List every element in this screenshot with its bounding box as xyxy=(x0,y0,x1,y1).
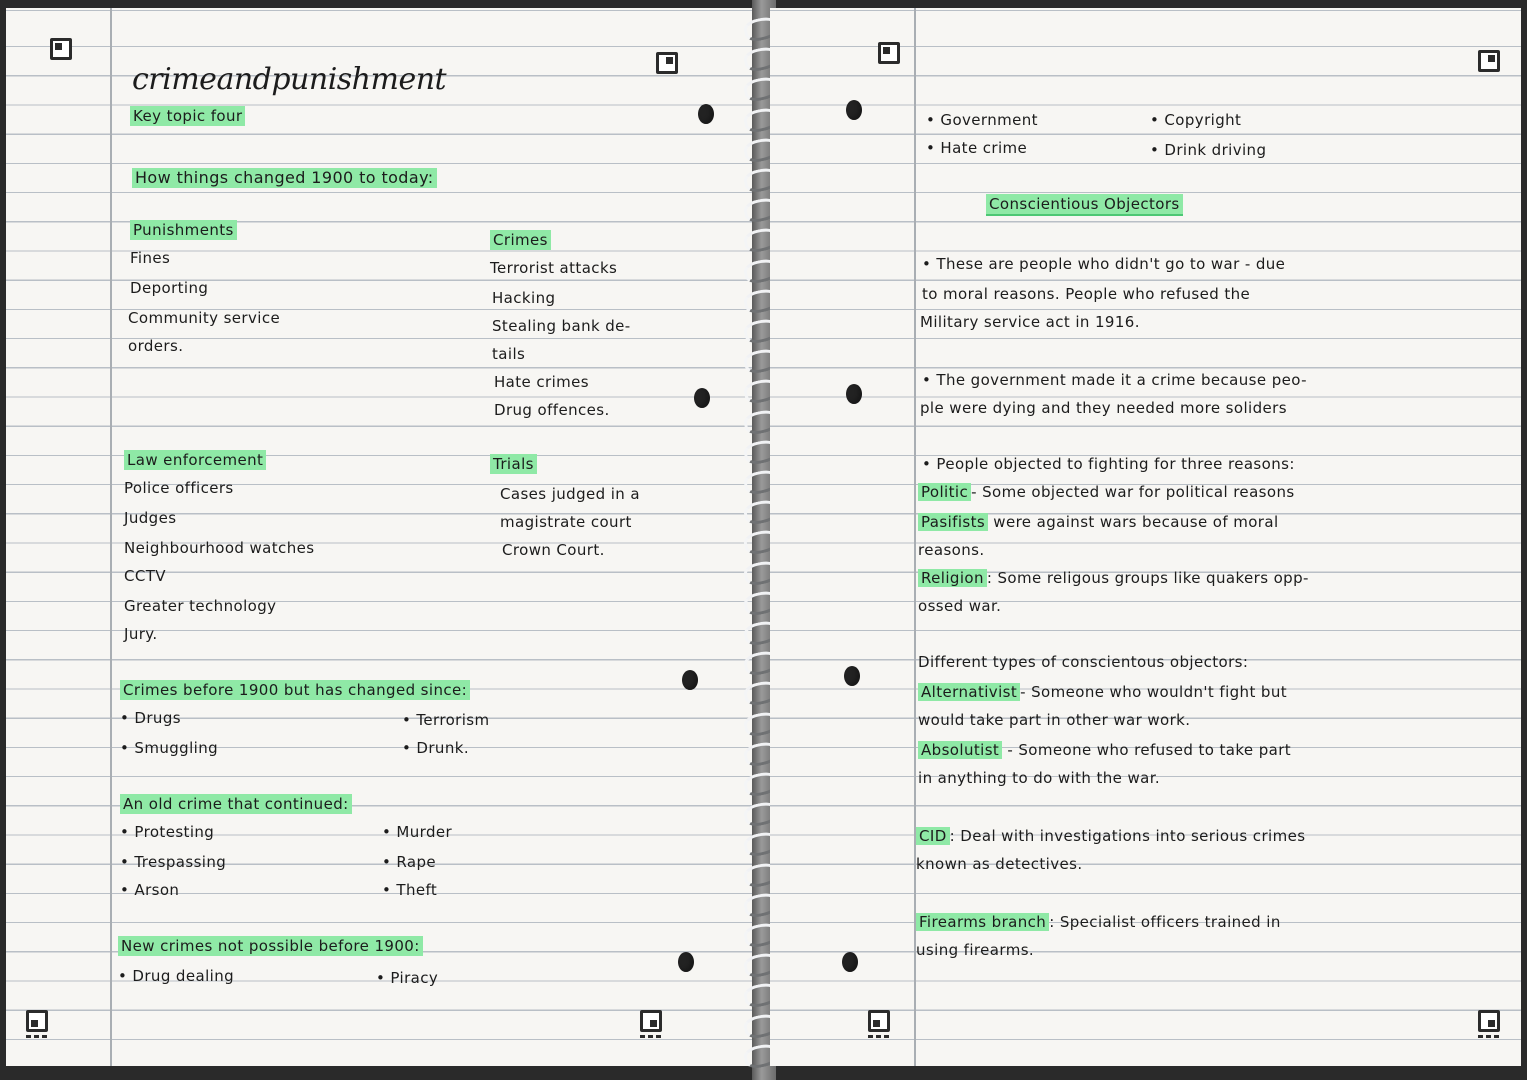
punch-hole xyxy=(842,952,858,972)
crimes-label: Crimes xyxy=(490,230,551,250)
list-item: Greater technology xyxy=(124,597,277,615)
term-highlight: Absolutist xyxy=(918,741,1002,759)
corner-marker-icon xyxy=(1478,50,1500,72)
margin-line xyxy=(914,8,916,1066)
list-item: • Copyright xyxy=(1150,111,1242,129)
term-highlight: Religion xyxy=(918,569,987,587)
list-item: • Piracy xyxy=(376,969,439,987)
list-item: Fines xyxy=(130,249,171,267)
reason-text: ossed war. xyxy=(918,597,1002,615)
firearms-line-2: using firearms. xyxy=(916,941,1035,959)
term-highlight: Politic xyxy=(918,483,971,501)
list-item: Deporting xyxy=(130,279,209,297)
corner-marker-icon xyxy=(26,1010,48,1032)
reason-text: : Some religous groups like quakers opp- xyxy=(986,569,1309,587)
paragraph-line: • The government made it a crime because peo- xyxy=(922,371,1307,389)
topic-subtitle: Key topic four xyxy=(130,106,245,126)
type-line xyxy=(918,682,1287,702)
reason-line xyxy=(918,512,1279,532)
reason-text: reasons. xyxy=(918,541,985,559)
list-item: • Hate crime xyxy=(926,139,1028,157)
cid-text: : Deal with investigations into serious crimes xyxy=(949,827,1306,845)
reason-line xyxy=(918,540,985,560)
punch-hole xyxy=(844,666,860,686)
type-text: in anything to do with the war. xyxy=(918,769,1161,787)
reason-text: - Some objected war for political reasons xyxy=(971,483,1295,501)
list-item: Drug offences. xyxy=(494,401,610,419)
punishments-label: Punishments xyxy=(130,220,237,240)
new-crimes-label: New crimes not possible before 1900: xyxy=(118,936,423,956)
list-item: • Drug dealing xyxy=(118,967,235,985)
list-item: Police officers xyxy=(124,479,234,497)
term-highlight: Firearms branch xyxy=(916,913,1049,931)
list-item: • Arson xyxy=(120,881,180,899)
paragraph-line: to moral reasons. People who refused the xyxy=(922,285,1251,303)
cid-line-2: known as detectives. xyxy=(916,855,1083,873)
corner-marker-icon xyxy=(868,1010,890,1032)
paragraph-line: ple were dying and they needed more soliders xyxy=(920,399,1287,417)
reason-text: were against wars because of moral xyxy=(988,513,1279,531)
cid-line xyxy=(916,826,1305,846)
term-highlight: CID xyxy=(916,827,950,845)
trials-label: Trials xyxy=(490,454,537,474)
list-item: • Drugs xyxy=(120,709,181,727)
punch-hole xyxy=(694,388,710,408)
right-notebook-page xyxy=(770,8,1521,1066)
term-highlight: Pasifists xyxy=(918,513,988,531)
list-item: Cases judged in a xyxy=(500,485,640,503)
section-title: Conscientious Objectors xyxy=(986,194,1183,216)
list-item: Crown Court. xyxy=(502,541,605,559)
list-item: • Government xyxy=(926,111,1038,129)
law-enforcement-label: Law enforcement xyxy=(124,450,266,470)
list-item: • Terrorism xyxy=(402,711,490,729)
paragraph-line: • People objected to fighting for three reasons: xyxy=(922,455,1295,473)
list-item: Community service xyxy=(128,309,281,327)
list-item: magistrate court xyxy=(500,513,632,531)
list-item: • Drink driving xyxy=(1150,141,1267,159)
type-text: - Someone who wouldn't fight but xyxy=(1020,683,1288,701)
page-title: crimeandpunishment xyxy=(132,62,447,97)
corner-marker-icon xyxy=(878,42,900,64)
reason-line xyxy=(918,596,1001,616)
firearms-text: : Specialist officers trained in xyxy=(1049,913,1281,931)
section-heading: How things changed 1900 to today: xyxy=(132,168,437,188)
list-item: orders. xyxy=(128,337,184,355)
list-item: • Protesting xyxy=(120,823,215,841)
corner-marker-icon xyxy=(1478,1010,1500,1032)
list-item: Hacking xyxy=(492,289,556,307)
list-item: Jury. xyxy=(124,625,158,643)
list-item: Hate crimes xyxy=(494,373,589,391)
list-item: Neighbourhood watches xyxy=(124,539,315,557)
list-item: • Drunk. xyxy=(402,739,470,757)
corner-marker-icon xyxy=(656,52,678,74)
list-item: Stealing bank de- xyxy=(492,317,631,335)
list-item: • Trespassing xyxy=(120,853,227,871)
punch-hole xyxy=(678,952,694,972)
list-item: • Smuggling xyxy=(120,739,219,757)
corner-marker-icon xyxy=(50,38,72,60)
paragraph-line: • These are people who didn't go to war - due xyxy=(922,255,1286,273)
firearms-line xyxy=(916,912,1281,932)
list-item: Judges xyxy=(124,509,177,527)
type-line xyxy=(918,740,1291,760)
corner-marker-icon xyxy=(640,1010,662,1032)
list-item: Terrorist attacks xyxy=(490,259,618,277)
margin-line xyxy=(110,8,112,1066)
left-notebook-page xyxy=(6,8,758,1066)
punch-hole xyxy=(682,670,698,690)
types-intro: Different types of conscientous objectors: xyxy=(918,653,1249,671)
type-text: - Someone who refused to take part xyxy=(1002,741,1292,759)
list-item: • Rape xyxy=(382,853,437,871)
crimes-before-label: Crimes before 1900 but has changed since: xyxy=(120,680,470,700)
list-item: • Theft xyxy=(382,881,438,899)
list-item: • Murder xyxy=(382,823,453,841)
list-item: CCTV xyxy=(124,567,166,585)
type-line xyxy=(918,768,1160,788)
list-item: tails xyxy=(492,345,526,363)
punch-hole xyxy=(846,100,862,120)
type-text: would take part in other war work. xyxy=(918,711,1191,729)
old-crime-label: An old crime that continued: xyxy=(120,794,352,814)
term-highlight: Alternativist xyxy=(918,683,1020,701)
reason-line xyxy=(918,482,1295,502)
punch-hole xyxy=(846,384,862,404)
reason-line xyxy=(918,568,1309,588)
type-line xyxy=(918,710,1190,730)
punch-hole xyxy=(698,104,714,124)
paragraph-line: Military service act in 1916. xyxy=(920,313,1140,331)
